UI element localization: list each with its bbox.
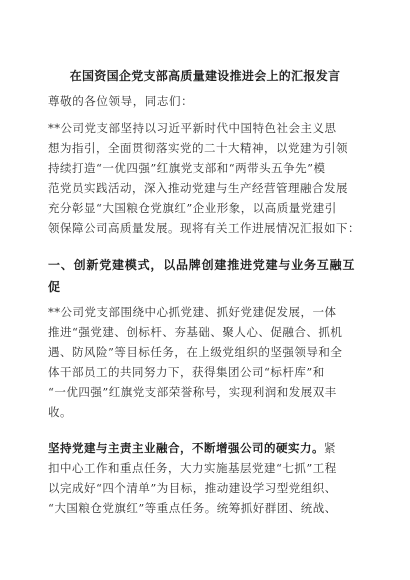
paragraph-line: “一优四强”红旗党支部荣誉称号，实现利润和发展双丰: [48, 385, 337, 399]
paragraph-line: **公司党支部围绕中心抓党建、抓好党建促发展，一体: [48, 305, 337, 319]
paragraph-line: 充分彰显“大国粮仓党旗红”企业形象，以高质量党建引: [48, 201, 337, 215]
intro-paragraph: [48, 118, 366, 238]
paragraph-line: 推进“强党建、创标杆、夯基础、聚人心、促融合、抓机: [48, 325, 343, 339]
section-heading-1: [48, 254, 366, 298]
paragraph-line: 以完成好“四个清单”为目标，推动建设学习型党组织、: [48, 481, 337, 495]
paragraph-line: 遇、防风险”等目标任务，在上级党组织的坚强领导和全: [48, 345, 343, 359]
paragraph-line: 收。: [48, 405, 72, 419]
paragraph-line: 领保障公司高质量发展。现将有关工作进展情况汇报如下：: [48, 221, 360, 235]
document-title: 在国资国企党支部高质量建设推进会上的汇报发言: [69, 69, 341, 83]
paragraph-line: 扣中心工作和重点任务，大力实施基层党建“七抓”工程: [48, 461, 337, 475]
paragraph-line: 持续打造“一优四强”红旗党支部和“两带头五争先”模: [48, 161, 326, 175]
paragraph-line: [48, 438, 366, 458]
lead-tail-text: 紧: [324, 441, 336, 455]
heading-line: 一、创新党建模式，以品牌创建推进党建与业务互融互: [48, 258, 356, 272]
heading-line: 促: [48, 280, 61, 294]
paragraph-line: 范党员实践活动，深入推动党建与生产经营管理融合发展: [48, 181, 348, 195]
paragraph-line: **公司党支部坚持以习近平新时代中国特色社会主义思: [48, 121, 337, 135]
salutation: 尊敬的各位领导，同志们：: [48, 94, 194, 108]
section-1-paragraph: [48, 302, 366, 422]
paragraph-line: 想为指引，全面贯彻落实党的二十大精神，以党建为引领: [48, 141, 348, 155]
paragraph-line: “大国粮仓党旗红”等重点任务。统筹抓好群团、统战、: [48, 501, 337, 515]
bold-lead-sentence: 坚持党建与主责主业融合，不断增强公司的硬实力。: [48, 441, 324, 455]
section-1-subparagraph: [48, 438, 366, 518]
paragraph-line: 体干部员工的共同努力下，获得集团公司“标杆库”和: [48, 365, 325, 379]
